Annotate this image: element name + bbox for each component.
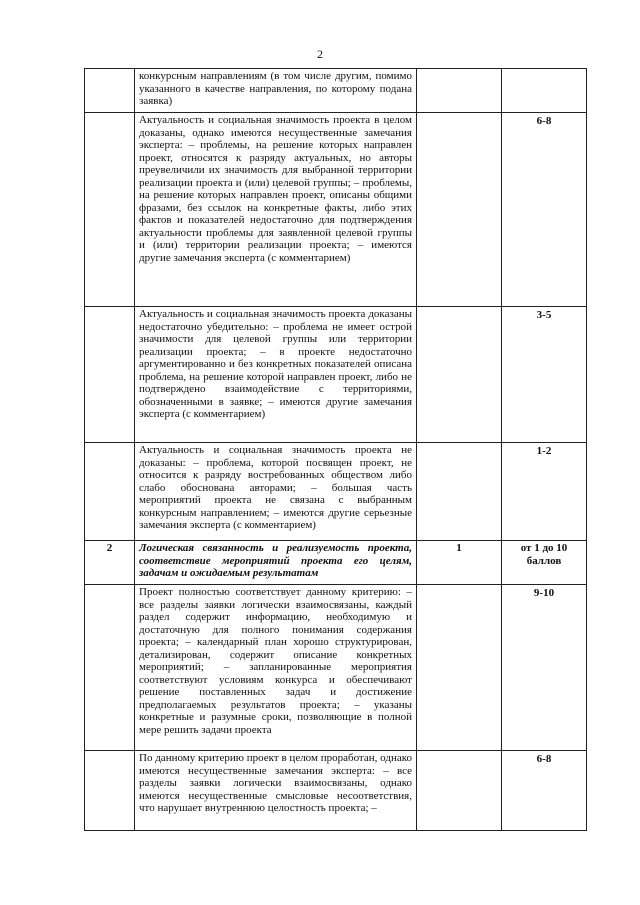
score-range: 9-10 <box>502 585 587 751</box>
table-row <box>85 113 587 307</box>
table-row <box>85 307 587 443</box>
criterion-description: Актуальность и социальная значимость проекта доказаны недостаточно убедительно: – проблема не имеет острой значимости для целевой группы или территории реализации проекта; – в проекте недостаточно аргументированно и без конкретных показателей описана проблема, на решение которой направлен проект, либо не подтверждено взаимодействие с территориями, обозначенными в заявке; – имеются другие замечания эксперта (с комментарием) <box>135 307 417 443</box>
table-row <box>85 69 587 113</box>
weight-cell <box>417 113 502 307</box>
weight-cell <box>417 307 502 443</box>
weight-cell <box>417 751 502 831</box>
criterion-score-range: от 1 до 10 баллов <box>502 541 587 585</box>
score-range: 1-2 <box>502 443 587 541</box>
table-row <box>85 541 587 585</box>
number-cell <box>85 585 135 751</box>
number-cell <box>85 751 135 831</box>
criterion-description: конкурсным направлениям (в том числе другим, помимо указанного в качестве направления, по которому подана заявка) <box>135 69 417 113</box>
weight-cell <box>417 69 502 113</box>
table-row <box>85 751 587 831</box>
table-row <box>85 443 587 541</box>
criterion-title: Логическая связанность и реализуемость проекта, соответствие мероприятий проекта его целям, задачам и ожидаемым результатам <box>135 541 417 585</box>
score-range: 6-8 <box>502 113 587 307</box>
number-cell <box>85 443 135 541</box>
criterion-description: По данному критерию проект в целом проработан, однако имеются несущественные замечания эксперта: – все разделы заявки логически взаимосвязаны, однако имеются несущественные смысловые несоответствия, что нарушает внутреннюю целостность проекта; – <box>135 751 417 831</box>
criterion-number: 2 <box>85 541 135 585</box>
score-range: 6-8 <box>502 751 587 831</box>
number-cell <box>85 113 135 307</box>
page-number: 2 <box>317 47 323 61</box>
weight-cell <box>417 585 502 751</box>
score-cell <box>502 69 587 113</box>
number-cell <box>85 307 135 443</box>
criterion-description: Актуальность и социальная значимость проекта в целом доказаны, однако имеются несущественные замечания эксперта: – проблемы, на решение которых направлен проект, относятся к разряду актуальных, но авторы преувеличили их значимость для выбранной территории реализации проекта и (или) целевой группы; – проблемы, на решение которых направлен проект, описаны общими фразами, без ссылок на конкретные факты, либо этих фактов и показателей недостаточно для подтверждения актуальности проблемы для заявленной целевой группы и (или) территории реализации проекта; – имеются другие замечания эксперта (с комментарием) <box>135 113 417 307</box>
table-row <box>85 585 587 751</box>
number-cell <box>85 69 135 113</box>
criterion-description: Проект полностью соответствует данному критерию: – все разделы заявки логически взаимосвязаны, каждый раздел содержит информацию, необходимую и достаточную для полного понимания содержания проекта; – календарный план хорошо структурирован, детализирован, содержит описание конкретных мероприятий; – запланированные мероприятия соответствуют условиям конкурса и обеспечивают решение поставленных задач и достижение предполагаемых результатов проекта; – указаны конкретные и разумные сроки, позволяющие в полной мере решить задачи проекта <box>135 585 417 751</box>
criterion-description: Актуальность и социальная значимость проекта не доказаны: – проблема, которой посвящен проект, не относится к разряду востребованных обществом либо слабо обоснована авторами; – большая часть мероприятий проекта не связана с выбранным конкурсным направлением; – имеются другие серьезные замечания эксперта (с комментарием) <box>135 443 417 541</box>
criteria-table <box>84 68 587 831</box>
criterion-weight: 1 <box>417 541 502 585</box>
score-range: 3-5 <box>502 307 587 443</box>
weight-cell <box>417 443 502 541</box>
